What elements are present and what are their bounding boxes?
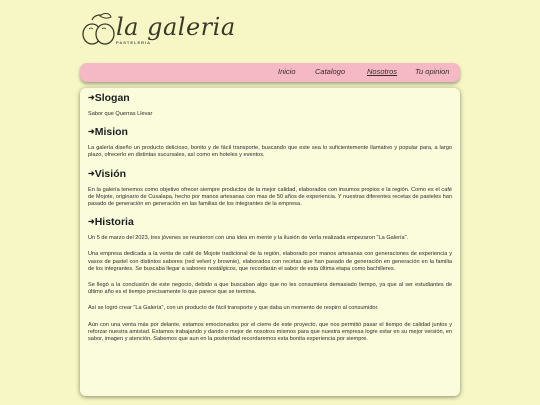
historia-paragraph: Un 5 de marzo del 2023, tres jóvenes se reunieron con una idea en mente y la ilusión de verla realizada empezaron "La Galería".	[88, 235, 409, 242]
historia-paragraph: Una empresa dedicada a la venta de café de Mojote tradicional de la región, elaborado por manos artesanas con generaciones de experiencia y vasos de pastel con distintos sabores (red velvet y brownie), elaborados con recetas que han pasado de generación en generación en la familia de los integrantes. Se buscaba llegar a sabores nostálgicos, que recordarán el sabor de esta última etapa como bachilleres.	[88, 251, 452, 272]
nav-item-tu-opinion[interactable]: Tu opinion	[415, 67, 450, 76]
slogan-heading	[88, 92, 452, 104]
brand-name[interactable]: la galeria	[116, 13, 236, 41]
site-header	[80, 12, 236, 52]
arrow-icon: ➜	[88, 93, 95, 102]
historia-title: Historia	[94, 216, 134, 229]
vision-title: Visión	[94, 167, 127, 180]
historia-paragraph: Aún con una venta más por delante, estamos emocionados por el cierre de este proyecto, que nos permitió pasar el tiempo de calidad juntos y reforzar nuestra amistad. Estamos trabajando y dando o mejor de nosotros mismos para que nuestra empresa logre estar en su mejor versión, en sabor, imagen y atención. Sabemos que aun en la posteridad recordaremos esta bonita experiencia por siempre.	[88, 321, 452, 343]
arrow-icon: ➜	[88, 127, 95, 137]
nav-item-nosotros[interactable]: Nosotros	[367, 67, 398, 76]
vision-heading	[88, 168, 452, 180]
lemon-logo-icon[interactable]	[80, 12, 118, 48]
historia-paragraph: Así se logró crear "La Galería", con un producto de fácil transporte y que daba un momento de respiro al consumidor.	[88, 305, 379, 312]
arrow-icon: ➜	[88, 217, 95, 227]
historia-paragraph: Se llegó a la conclusión de este negocio, debido a que buscaban algo que no les consumiera demasiado tiempo, ya que al ser estudiantes de último año es el tiempo precisamente lo que parece que se termina.	[88, 282, 452, 296]
mision-title: Mision	[94, 126, 128, 139]
historia-heading	[88, 216, 452, 228]
slogan-text: Sabor que Querras Llevar	[88, 111, 153, 117]
nav-item-catalogo[interactable]: Catalogo	[315, 67, 346, 76]
about-content-panel	[80, 88, 460, 396]
nav-item-inicio[interactable]: Inicio	[278, 67, 296, 76]
vision-text: En la galería tenemos como objetivo ofrecer siempre productos de la mejor calidad, elaborados con insumos propios e la región. Como es el café de Mojote, originario de Cusalapa, hecho por manos artesanas con mas de 50 años de experiencia. Y nuestras diferentes recetas de pasteles han pasado de generación en generación en las familias de los integrantes de la empresa.	[88, 186, 452, 208]
main-nav	[80, 63, 460, 82]
arrow-icon: ➜	[88, 168, 95, 178]
mision-text: La galería diseño un producto delicioso, bonito y de fácil transporte, buscando que este sea lo suficientemente llamativo y popular para, a largo plazo, ofrecerlo en distintas sucursales, así como en hoteles y eventos.	[88, 145, 452, 159]
brand-tagline: PASTELERIA	[116, 40, 152, 45]
slogan-title: Slogan	[94, 92, 130, 104]
mision-heading	[88, 126, 452, 138]
